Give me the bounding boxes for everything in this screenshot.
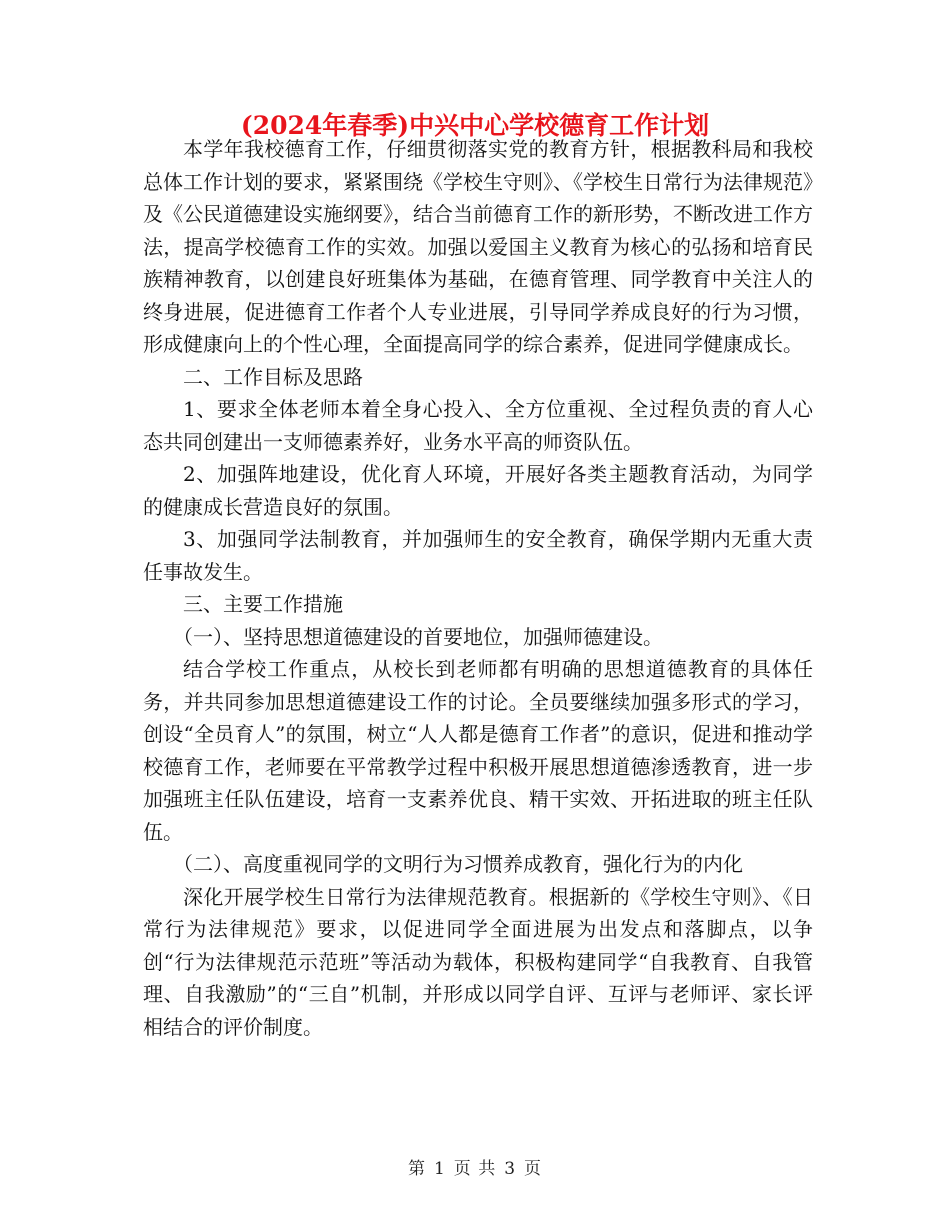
page-footer	[0, 1154, 950, 1179]
subheading-measure-1: （一）、坚持思想道德建设的首要地位，加强师德建设。	[173, 624, 663, 649]
paragraph-measure-2: 深化开展学校生日常行为法律规范教育。根据新的《学校生守则》、《日常行为法律规范》要求，以促进同学全面进展为出发点和落脚点，以争创“行为法律规范示范班”等活动为载体，积极构建同学“自我教育、自我管理、自我激励”的“三自”机制，并形成以同学自评、互评与老师评、家长评相结合的评价制度。	[143, 884, 813, 1039]
heading-goals: 二、工作目标及思路	[183, 364, 363, 389]
heading-measures: 三、主要工作措施	[183, 592, 343, 616]
footer-label-before: 第	[407, 1159, 426, 1179]
document-title: (2024年春季)中兴中心学校德育工作计划	[240, 111, 710, 140]
paragraph-goal-1: 1、要求全体老师本着全身心投入、全方位重视、全过程负责的育人心态共同创建出一支师德素养好，业务水平高的师资队伍。	[143, 397, 813, 454]
document-body	[143, 133, 813, 1043]
paragraph-goal-2: 2、加强阵地建设，优化育人环境，开展好各类主题教育活动，为同学的健康成长营造良好的氛围。	[143, 462, 813, 519]
footer-label-mid: 页 共	[453, 1159, 497, 1179]
footer-label-after: 页	[524, 1159, 543, 1179]
subheading-measure-2: （二）、高度重视同学的文明行为习惯养成教育，强化行为的内化	[173, 852, 743, 876]
paragraph-measure-1: 结合学校工作重点，从校长到老师都有明确的思想道德教育的具体任务，并共同参加思想道德建设工作的讨论。全员要继续加强多形式的学习，创设“全员育人”的氛围，树立“人人都是德育工作者”的意识，促进和推动学校德育工作，老师要在平常教学过程中积极开展思想道德渗透教育，进一步加强班主任队伍建设，培育一支素养优良、精干实效、开拓进取的班主任队伍。	[143, 657, 813, 844]
footer-page-total: 3	[504, 1159, 517, 1179]
paragraph-goal-3: 3、加强同学法制教育，并加强师生的安全教育，确保学期内无重大责任事故发生。	[143, 527, 813, 584]
paragraph-intro: 本学年我校德育工作，仔细贯彻落实党的教育方针，根据教科局和我校总体工作计划的要求，紧紧围绕《学校生守则》、《学校生日常行为法律规范》及《公民道德建设实施纲要》，结合当前德育工作的新形势，不断改进工作方法，提高学校德育工作的实效。加强以爱国主义教育为核心的弘扬和培育民族精神教育，以创建良好班集体为基础，在德育管理、同学教育中关注人的终身进展，促进德育工作者个人专业进展，引导同学养成良好的行为习惯，形成健康向上的个性心理，全面提高同学的综合素养，促进同学健康成长。	[143, 137, 813, 356]
footer-page-number: 1	[433, 1159, 446, 1179]
